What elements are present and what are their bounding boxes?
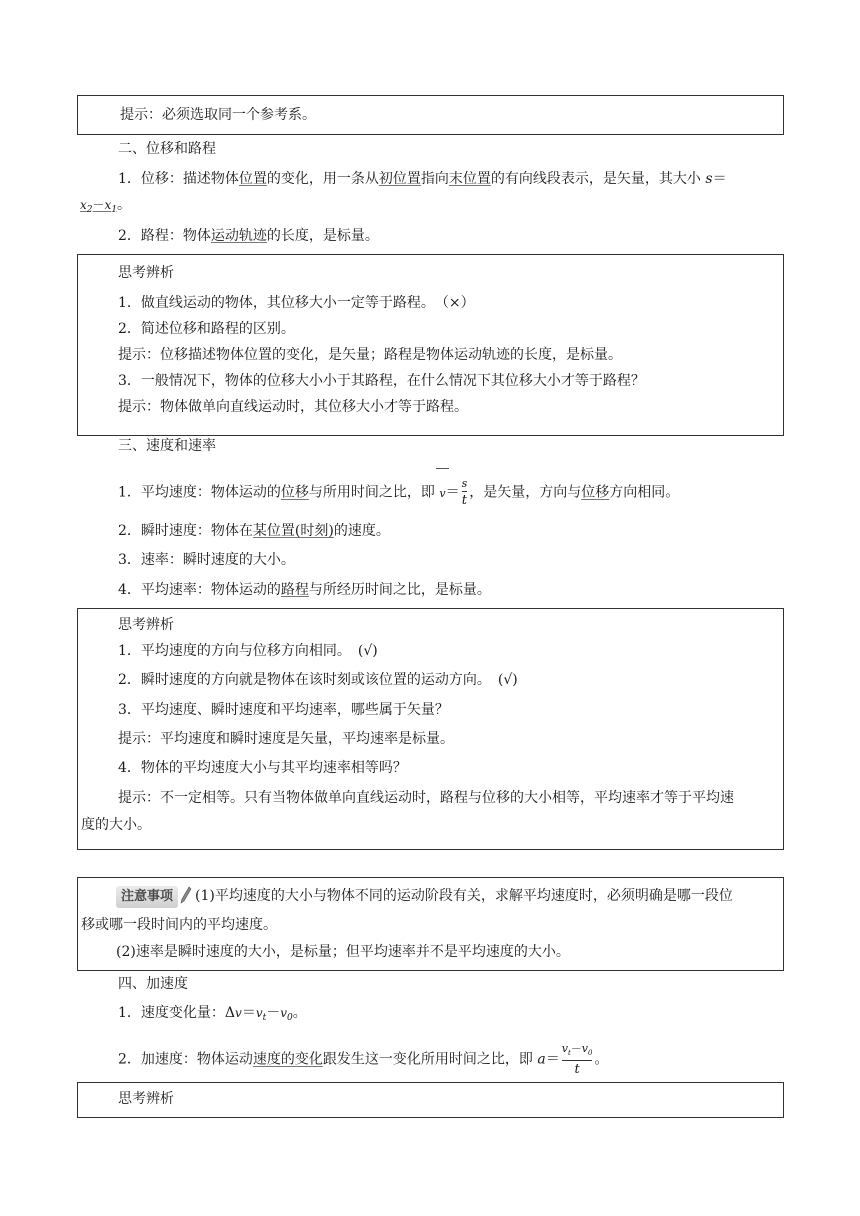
section-heading-displacement: 二、位移和路程: [118, 141, 216, 157]
notes-line-continued: 移或哪一段时间内的平均速度。: [81, 917, 277, 933]
think-box-velocity: [77, 608, 784, 850]
formula-x2-x1: [80, 198, 118, 215]
question-line: 4．物体的平均速度大小与其平均速率相等吗？: [118, 760, 407, 776]
text: 的有向线段表示，是矢量，其大小: [490, 171, 706, 187]
denominator: t: [461, 493, 468, 508]
velocity-change-definition: [118, 1003, 307, 1028]
underlined-term: 某位置(时刻): [252, 523, 334, 539]
text: 指向: [420, 171, 449, 187]
text: 1．位移：描述物体: [118, 171, 239, 187]
acceleration-definition: [118, 1042, 608, 1077]
hint-line-continued: 度的大小。: [81, 817, 151, 833]
minus: －: [266, 1005, 281, 1021]
symbol-x: x: [104, 198, 112, 212]
equals: ＝: [712, 171, 727, 187]
numerator: s: [461, 477, 468, 490]
think-box-acceleration: [77, 1082, 784, 1118]
pen-icon: [180, 886, 192, 904]
underlined-term: 初位置: [378, 171, 421, 187]
avg-velocity-definition: [118, 477, 679, 508]
question-line: 3．平均速度、瞬时速度和平均速率，哪些属于矢量？: [118, 702, 449, 718]
minus: －: [570, 1042, 582, 1055]
symbol-s: s: [705, 171, 713, 187]
hint-line: 提示：物体做单向直线运动时，其位移大小才等于路程。: [118, 399, 468, 415]
question-line: 2．瞬时速度的方向就是物体在该时刻或该位置的运动方向。 (√): [118, 672, 518, 688]
box-title: 思考辨析: [118, 1091, 174, 1107]
avg-speed-definition: [118, 580, 491, 600]
text: 的变化，用一条从: [266, 171, 379, 187]
text: 1．速度变化量：Δ: [118, 1005, 236, 1021]
text: 的速度。: [333, 523, 390, 539]
subscript: 2: [86, 205, 93, 215]
question-line: 1．做直线运动的物体，其位移大小一定等于路程。 （×）: [118, 295, 475, 311]
text: 跟发生这一变化所用时间之比，即: [322, 1051, 538, 1068]
box-title: 思考辨析: [118, 617, 174, 633]
underlined-term: 位移: [581, 484, 610, 501]
underlined-term: 末位置: [448, 171, 491, 187]
hint-box: [77, 95, 784, 135]
equals: ＝: [445, 484, 460, 501]
text: ，是矢量，方向与: [469, 484, 582, 501]
box-title: 思考辨析: [118, 265, 174, 281]
subscript: 0: [287, 1013, 293, 1023]
text: 与所经历时间之比，是标量。: [308, 582, 491, 598]
subscript: t: [567, 1049, 571, 1057]
path-definition: [118, 226, 379, 246]
symbol-x: x: [80, 198, 87, 212]
hint-line: 提示：平均速度和瞬时速度是矢量，平均速率是标量。: [118, 731, 454, 747]
subscript: t: [262, 1013, 267, 1023]
inst-velocity-definition: [118, 521, 390, 541]
underlined-term: 位移: [280, 484, 309, 501]
question-line: 1．平均速度的方向与位移方向相同。 (√): [118, 643, 378, 659]
notes-line: [116, 886, 733, 908]
underlined-term: 速度的变化: [252, 1051, 323, 1068]
notes-box: [77, 877, 784, 971]
subscript: 0: [588, 1049, 593, 1057]
hint-text: 提示：必须选取同一个参考系。: [120, 107, 316, 123]
subscript: 1: [111, 205, 118, 215]
equals: ＝: [545, 1051, 560, 1068]
underlined-term: 路程: [280, 582, 309, 598]
numerator: [562, 1042, 593, 1060]
fraction-s-over-t: [462, 477, 468, 508]
question-line: 3．一般情况下，物体的位移大小小于其路程，在什么情况下其位移大小才等于路程？: [118, 373, 645, 389]
symbol-v: v: [581, 1042, 588, 1055]
hint-line: 提示：不一定相等。只有当物体做单向直线运动时，路程与位移的大小相等，平均速率才等于平均速: [118, 790, 734, 806]
speed-definition: 3．速率：瞬时速度的大小。: [118, 552, 295, 568]
text: 。: [292, 1005, 307, 1021]
underlined-term: 位置: [238, 171, 267, 187]
equals: ＝: [241, 1005, 256, 1021]
text: 2．加速度：物体运动: [118, 1051, 253, 1068]
notes-text: (1)平均速度的大小与物体不同的运动阶段有关，求解平均速度时，必须明确是哪一段位: [195, 888, 733, 904]
displacement-definition: [118, 169, 727, 189]
text: 。: [594, 1051, 609, 1068]
text: 。: [117, 197, 132, 213]
symbol-v: v: [255, 1006, 263, 1020]
minus: －: [92, 198, 105, 212]
section-heading-acceleration: 四、加速度: [118, 976, 188, 992]
denominator: t: [562, 1060, 593, 1077]
symbol-v-bar: v: [439, 484, 445, 504]
text: 2．瞬时速度：物体在: [118, 523, 253, 539]
section-heading-velocity: 三、速度和速率: [118, 438, 216, 454]
text: 的长度，是标量。: [266, 228, 379, 244]
text: 2．路程：物体: [118, 228, 211, 244]
think-box-displacement: [77, 254, 784, 436]
notes-line: (2)速率是瞬时速度的大小，是标量；但平均速率并不是平均速度的大小。: [116, 944, 570, 960]
hint-line: 提示：位移描述物体位置的变化，是矢量；路程是物体运动轨迹的长度，是标量。: [118, 347, 622, 363]
symbol-v: v: [235, 1006, 242, 1020]
underlined-term: 运动轨迹: [210, 228, 267, 244]
symbol-v: v: [280, 1006, 287, 1020]
question-line: 2．简述位移和路程的区别。: [118, 321, 295, 337]
text: 方向相同。: [609, 484, 680, 501]
text: 4．平均速率：物体运动的: [118, 582, 281, 598]
fraction-acceleration: [562, 1042, 593, 1077]
symbol-v: v: [561, 1042, 568, 1055]
text: 1．平均速度：物体运动的: [118, 484, 281, 501]
symbol-a: a: [537, 1051, 546, 1068]
text: 与所用时间之比，即: [308, 484, 440, 501]
displacement-formula-wrap: [80, 195, 131, 220]
notes-tag: 注意事项: [116, 886, 178, 908]
